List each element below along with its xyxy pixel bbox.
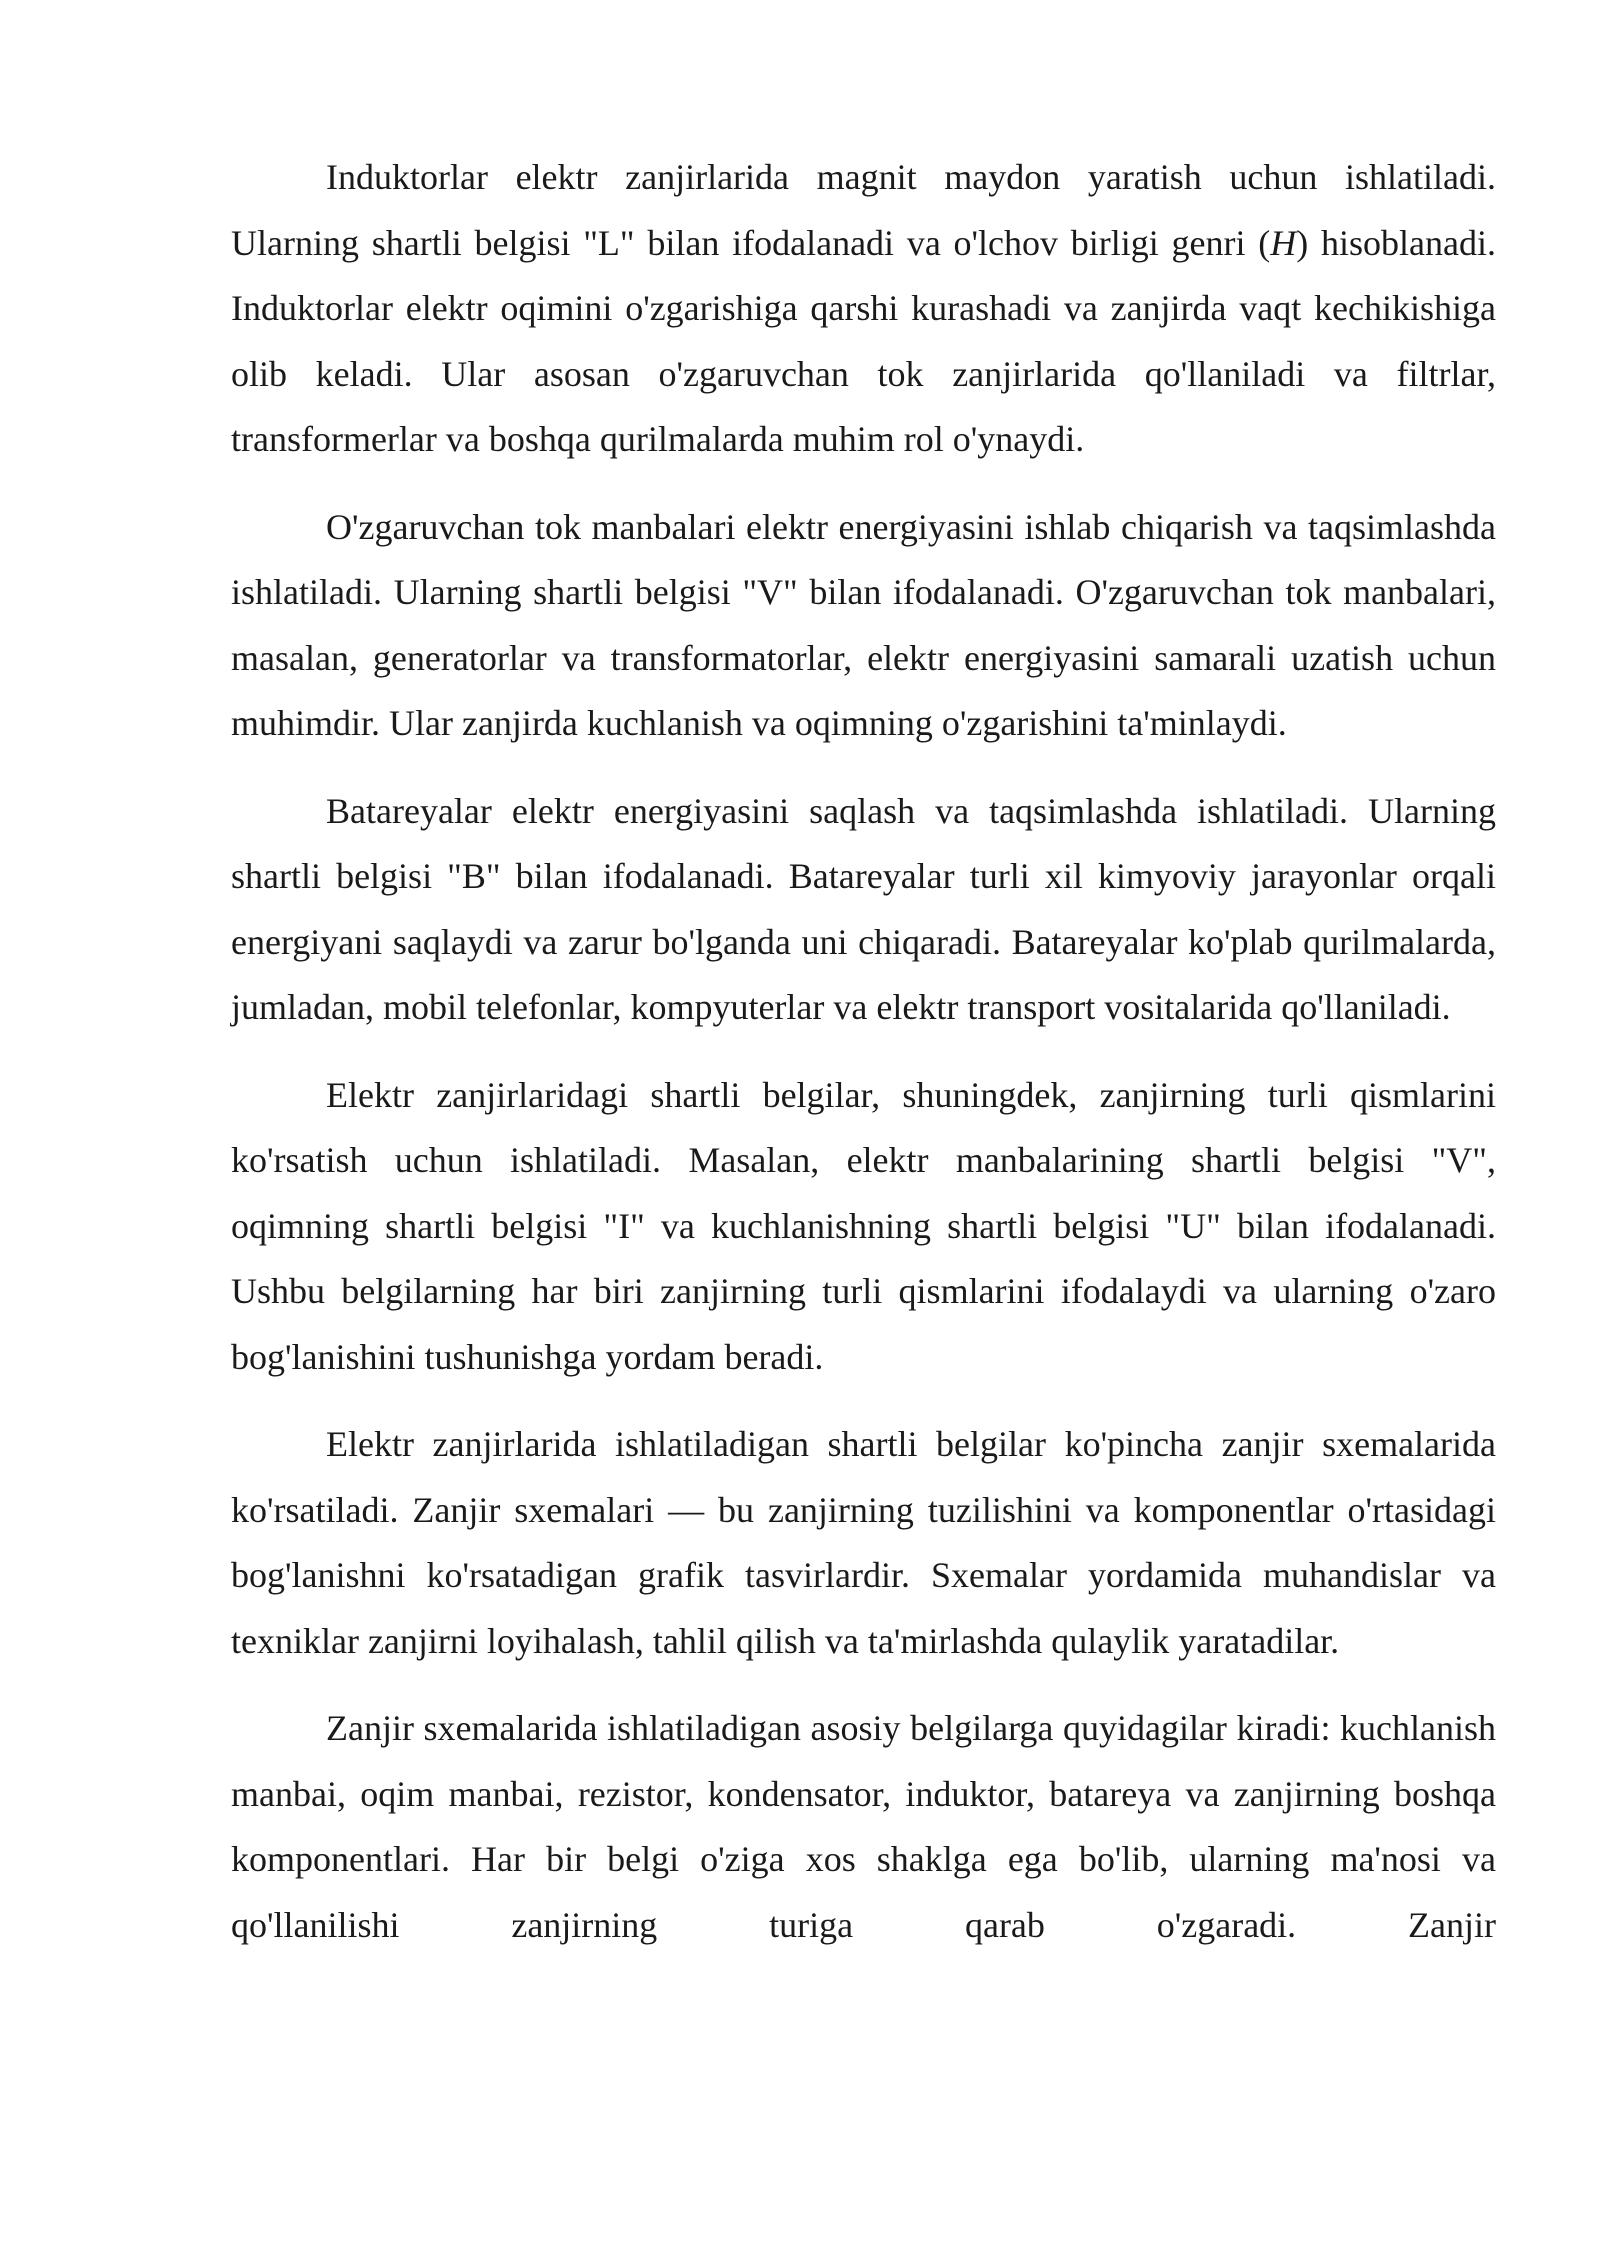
paragraph-basic-symbols: Zanjir sxemalarida ishlatiladigan asosiy belgilarga quyidagilar kiradi: kuchlanish manbai, oqim manbai, rezistor, kondensator, induktor, batareya va zanjirning boshqa komponentlari. Har bir belgi o'ziga xos shaklga ega bo'lib, ularning ma'nosi va qo'llanilishi zanjirning turiga qarab o'zgaradi. Zanjir <box>231 1708 1496 1945</box>
paragraph-inductors-text-start: Induktorlar elektr zanjirlarida magnit maydon yaratish uchun ishlatiladi. Ularning shartli belgisi "L" bilan ifodalanadi va o'lchov birligi genri ( <box>231 157 1496 263</box>
paragraph-inductors <box>231 145 1496 473</box>
document-body <box>231 145 1496 1980</box>
henry-unit-symbol: H <box>1270 222 1297 263</box>
paragraph-batteries: Batareyalar elektr energiyasini saqlash va taqsimlashda ishlatiladi. Ularning shartli belgisi "B" bilan ifodalanadi. Batareyalar turli xil kimyoviy jarayonlar orqali energiyani saqlaydi va zarur bo'lganda uni chiqaradi. Batareyalar ko'plab qurilmalarda, jumladan, mobil telefonlar, kompyuterlar va elektr transport vositalarida qo'llaniladi. <box>231 790 1496 1027</box>
paragraph-inductors-text-end: ) hisoblanadi. Induktorlar elektr oqimini o'zgarishiga qarshi kurashadi va zanjirda vaqt kechikishiga olib keladi. Ular asosan o'zgaruvchan tok zanjirlarida qo'llaniladi va filtrlar, transformerlar va boshqa qurilmalarda muhim rol o'ynaydi. <box>231 222 1496 459</box>
paragraph-circuit-diagrams: Elektr zanjirlarida ishlatiladigan shartli belgilar ko'pincha zanjir sxemalarida ko'rsatiladi. Zanjir sxemalari — bu zanjirning tuzilishini va komponentlar o'rtasidagi bog'lanishni ko'rsatadigan grafik tasvirlardir. Sxemalar yordamida muhandislar va texniklar zanjirni loyihalash, tahlil qilish va ta'mirlashda qulaylik yaratadilar. <box>231 1424 1496 1661</box>
paragraph-circuit-symbols: Elektr zanjirlaridagi shartli belgilar, shuningdek, zanjirning turli qismlarini ko'rsatish uchun ishlatiladi. Masalan, elektr manbalarining shartli belgisi "V", oqimning shartli belgisi "I" va kuchlanishning shartli belgisi "U" bilan ifodalanadi. Ushbu belgilarning har biri zanjirning turli qismlarini ifodalaydi va ularning o'zaro bog'lanishini tushunishga yordam beradi. <box>231 1074 1496 1377</box>
paragraph-ac-sources: O'zgaruvchan tok manbalari elektr energiyasini ishlab chiqarish va taqsimlashda ishlatiladi. Ularning shartli belgisi "V" bilan ifodalanadi. O'zgaruvchan tok manbalari, masalan, generatorlar va transformatorlar, elektr energiyasini samarali uzatish uchun muhimdir. Ular zanjirda kuchlanish va oqimning o'zgarishini ta'minlaydi. <box>231 506 1496 743</box>
